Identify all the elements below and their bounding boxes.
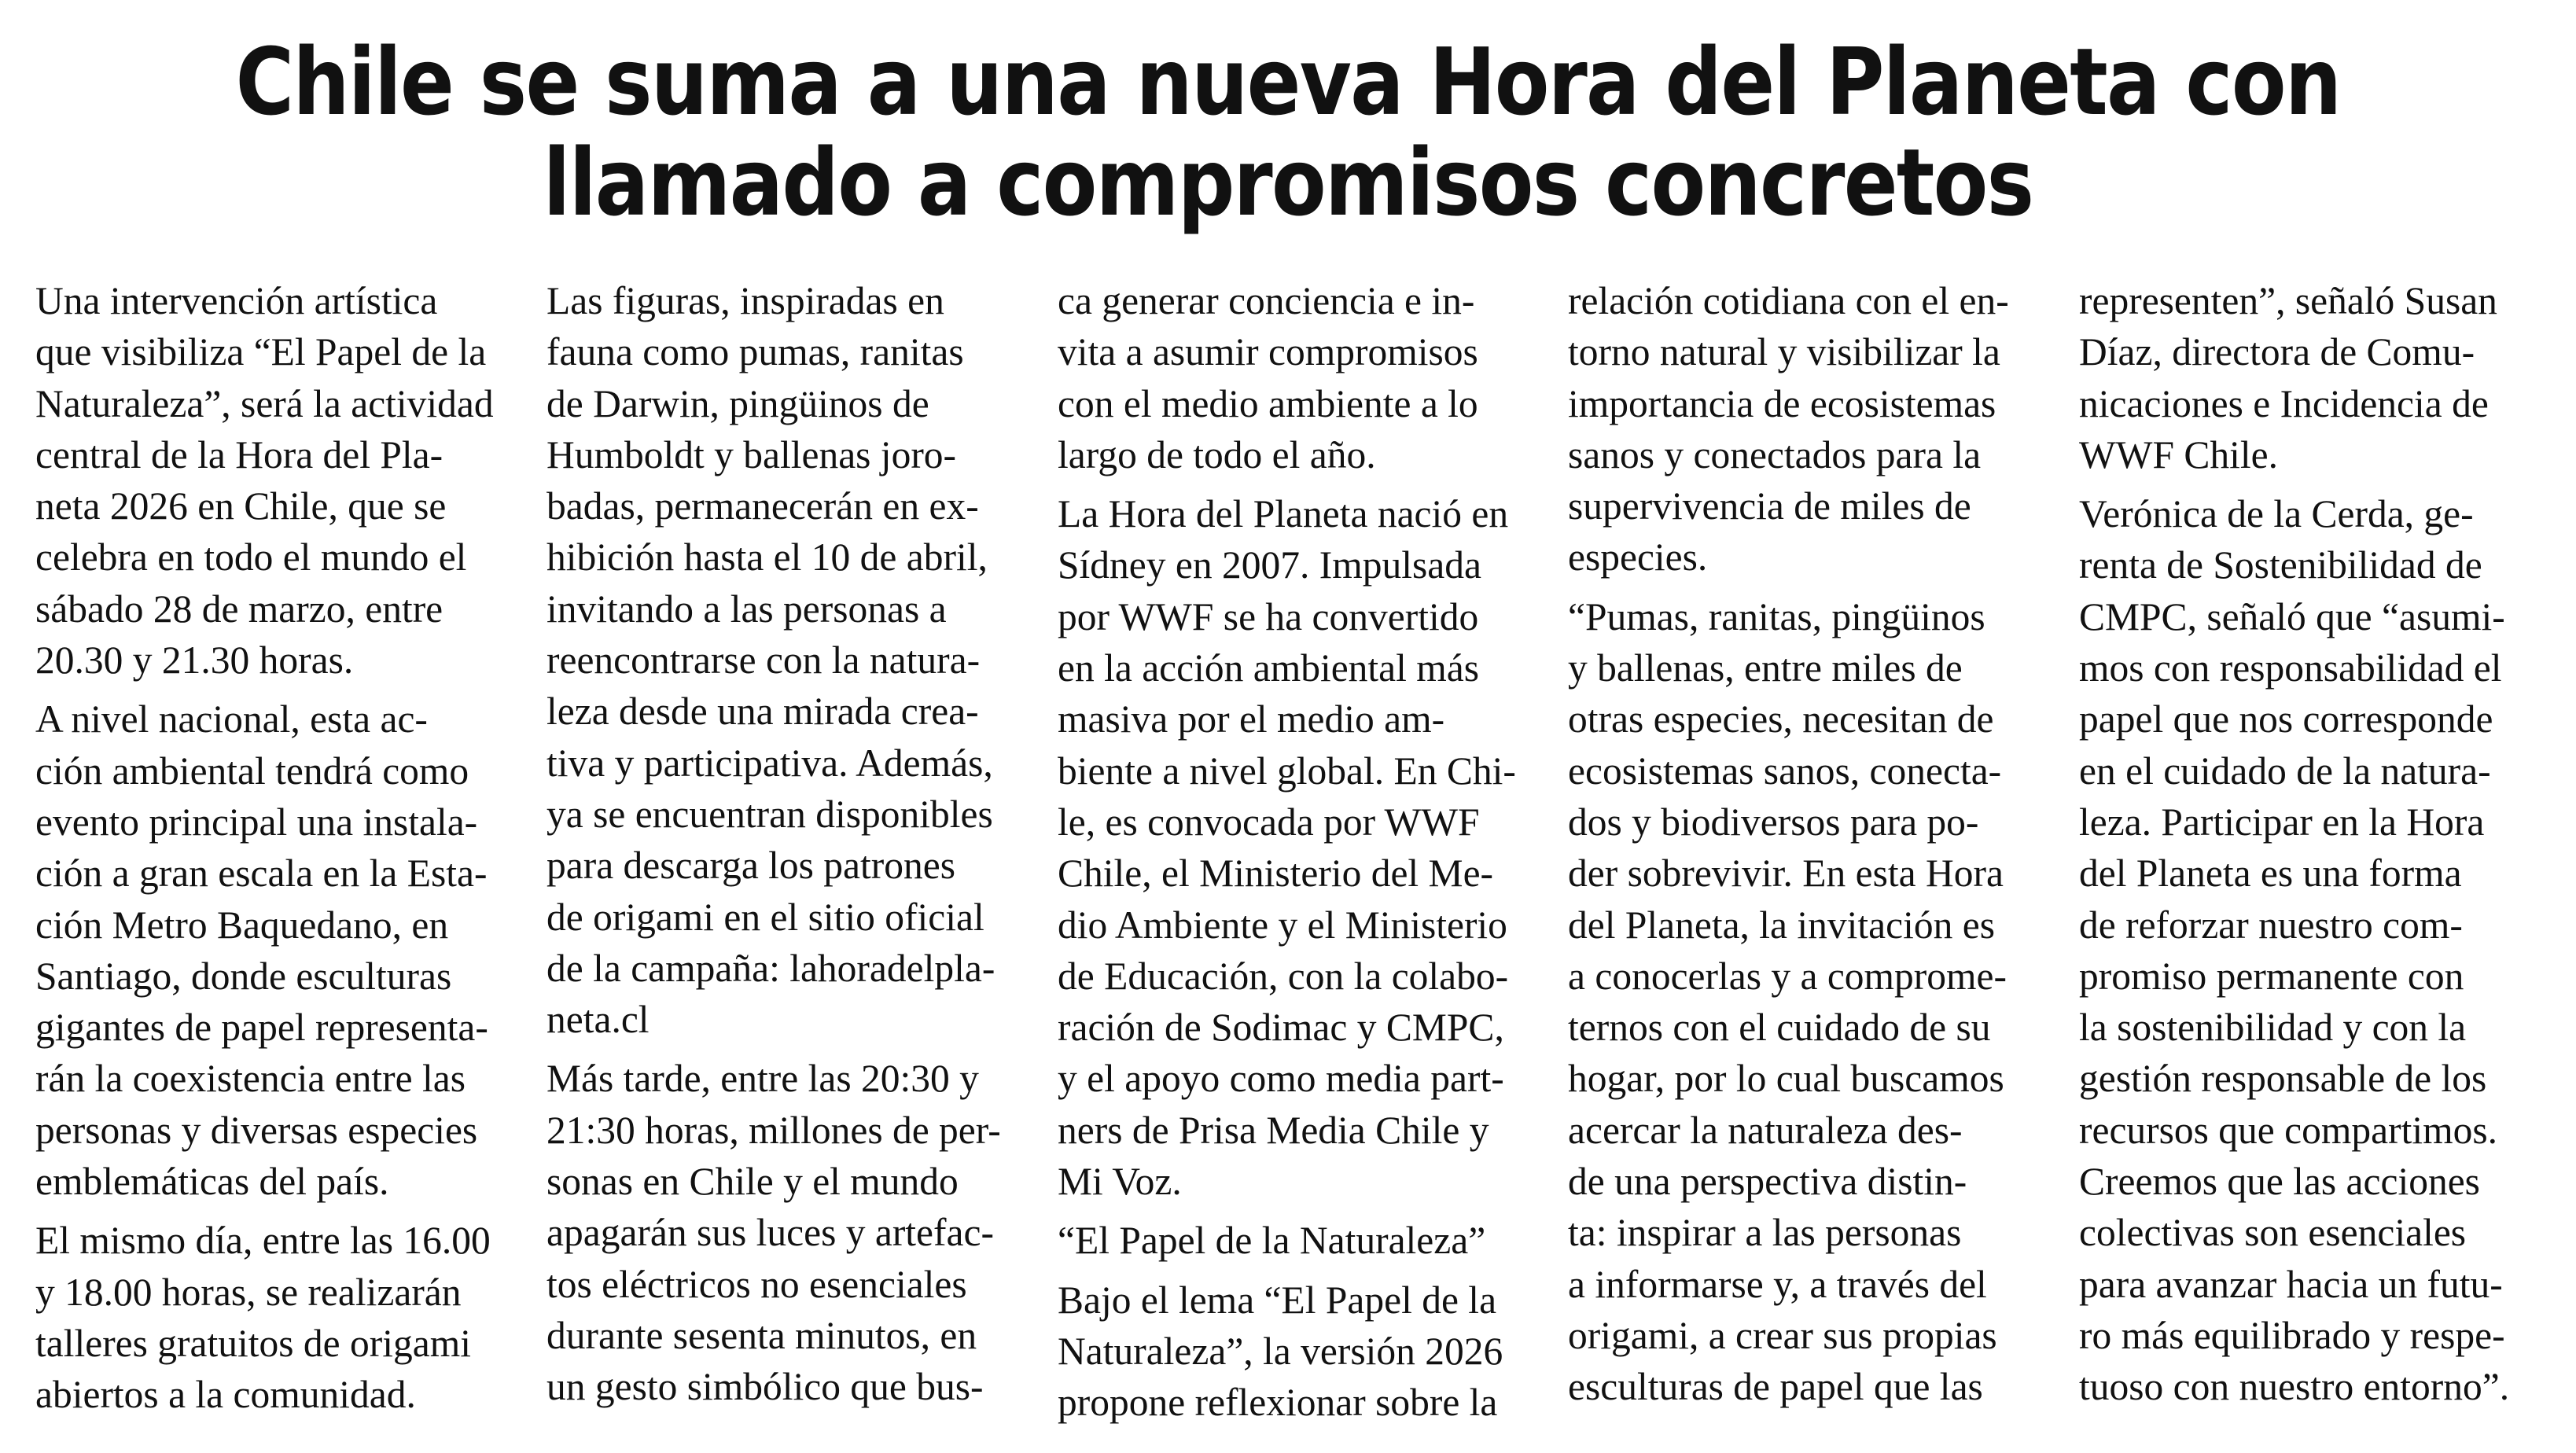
paragraph: Las figuras, inspiradas en fauna como pumas, ranitas de Darwin, pingüinos de Humboldt y ballenas joro- badas, permanecerán en ex- hibición hasta el 10 de abril, invitando a las personas a reencontrarse con la natura- leza desde una mirada crea- tiva y participativa. Además, ya se encuentran disponibles para descarga los patrones de origami en el sitio oficial de la campaña: lahoradelpla- neta.cl [546,279,995,1042]
paragraph: ca generar conciencia e in- vita a asumir compromisos con el medio ambiente a lo largo de todo el año. [1058,279,1478,476]
paragraph: Más tarde, entre las 20:30 y 21:30 horas, millones de per- sonas en Chile y el mundo apagarán sus luces y artefac- tos eléctricos no esenciales durante sesenta minutos, en un gesto simbólico que bus- [546,1057,1001,1409]
paragraph: Una intervención artística que visibiliza “El Papel de la Naturaleza”, será la actividad central de la Hora del Pla- neta 2026 en Chile, que se celebra en todo el mundo el sábado 28 de marzo, entre 20.30 y 21.30 horas. [35,279,494,682]
paragraph: Verónica de la Cerda, ge- renta de Sostenibilidad de CMPC, señaló que “asumi- mos con responsabilidad el papel que nos corresponde en el cuidado de la natura- leza. Participar en la Hora del Planeta es una forma de reforzar nuestro com- promiso permanente con la sostenibilidad y con la gestión responsable de los recursos que compartimos. Creemos que las acciones colectivas son esenciales para avanzar hacia un futu- ro más equilibrado y respe- tuoso con nuestro entorno”. [2079,492,2510,1409]
article-column-4 [1568,275,2032,1431]
paragraph: relación cotidiana con el en- torno natural y visibilizar la importancia de ecosistemas sanos y conectados para la supervivencia de miles de especies. [1568,279,2009,579]
paragraph: Bajo el lema “El Papel de la Naturaleza”, la versión 2026 propone reflexionar sobre la [1058,1278,1503,1425]
section-subhead: “El Papel de la Naturaleza” [1058,1219,1486,1263]
article-column-5 [2079,275,2543,1431]
article-column-2 [546,275,1010,1431]
article-column-3 [1058,275,1522,1431]
paragraph: “Pumas, ranitas, pingüinos y ballenas, entre miles de otras especies, necesitan de ecosistemas sanos, conecta- dos y biodiversos para po- der sobrevivir. En esta Hora del Planeta, la invitación es a conocerlas y a comprome- ternos con el cuidado de su hogar, por lo cual buscamos acercar la naturaleza des- de una perspectiva distin- ta: inspirar a las personas a informarse y, a través del origami, a crear sus propias esculturas de papel que las [1568,594,2007,1409]
paragraph: A nivel nacional, esta ac- ción ambiental tendrá como evento principal una instala- ción a gran escala en la Esta- ción Metro Baquedano, en Santiago, donde esculturas gigantes de papel representa- rán la coexistencia entre las personas y diversas especies emblemáticas del país. [35,697,488,1204]
paragraph: La Hora del Planeta nació en Sídney en 2007. Impulsada por WWF se ha convertido en la acción ambiental más masiva por el medio am- biente a nivel global. En Chi- le, es convocada por WWF Chile, el Ministerio del Me- dio Ambiente y el Ministerio de Educación, con la colabo- ración de Sodimac y CMPC, y el apoyo como media part- ners de Prisa Media Chile y Mi Voz. [1058,492,1516,1204]
article-column-1 [35,275,499,1431]
paragraph: representen”, señaló Susan Díaz, directora de Comu- nicaciones e Incidencia de WWF Chile. [2079,279,2497,476]
article-headline: Chile se suma a una nueva Hora del Planeta con llamado a compromisos concretos [235,28,2341,237]
paragraph: El mismo día, entre las 16.00 y 18.00 horas, se realizarán talleres gratuitos de origami abiertos a la comunidad. [35,1219,491,1417]
